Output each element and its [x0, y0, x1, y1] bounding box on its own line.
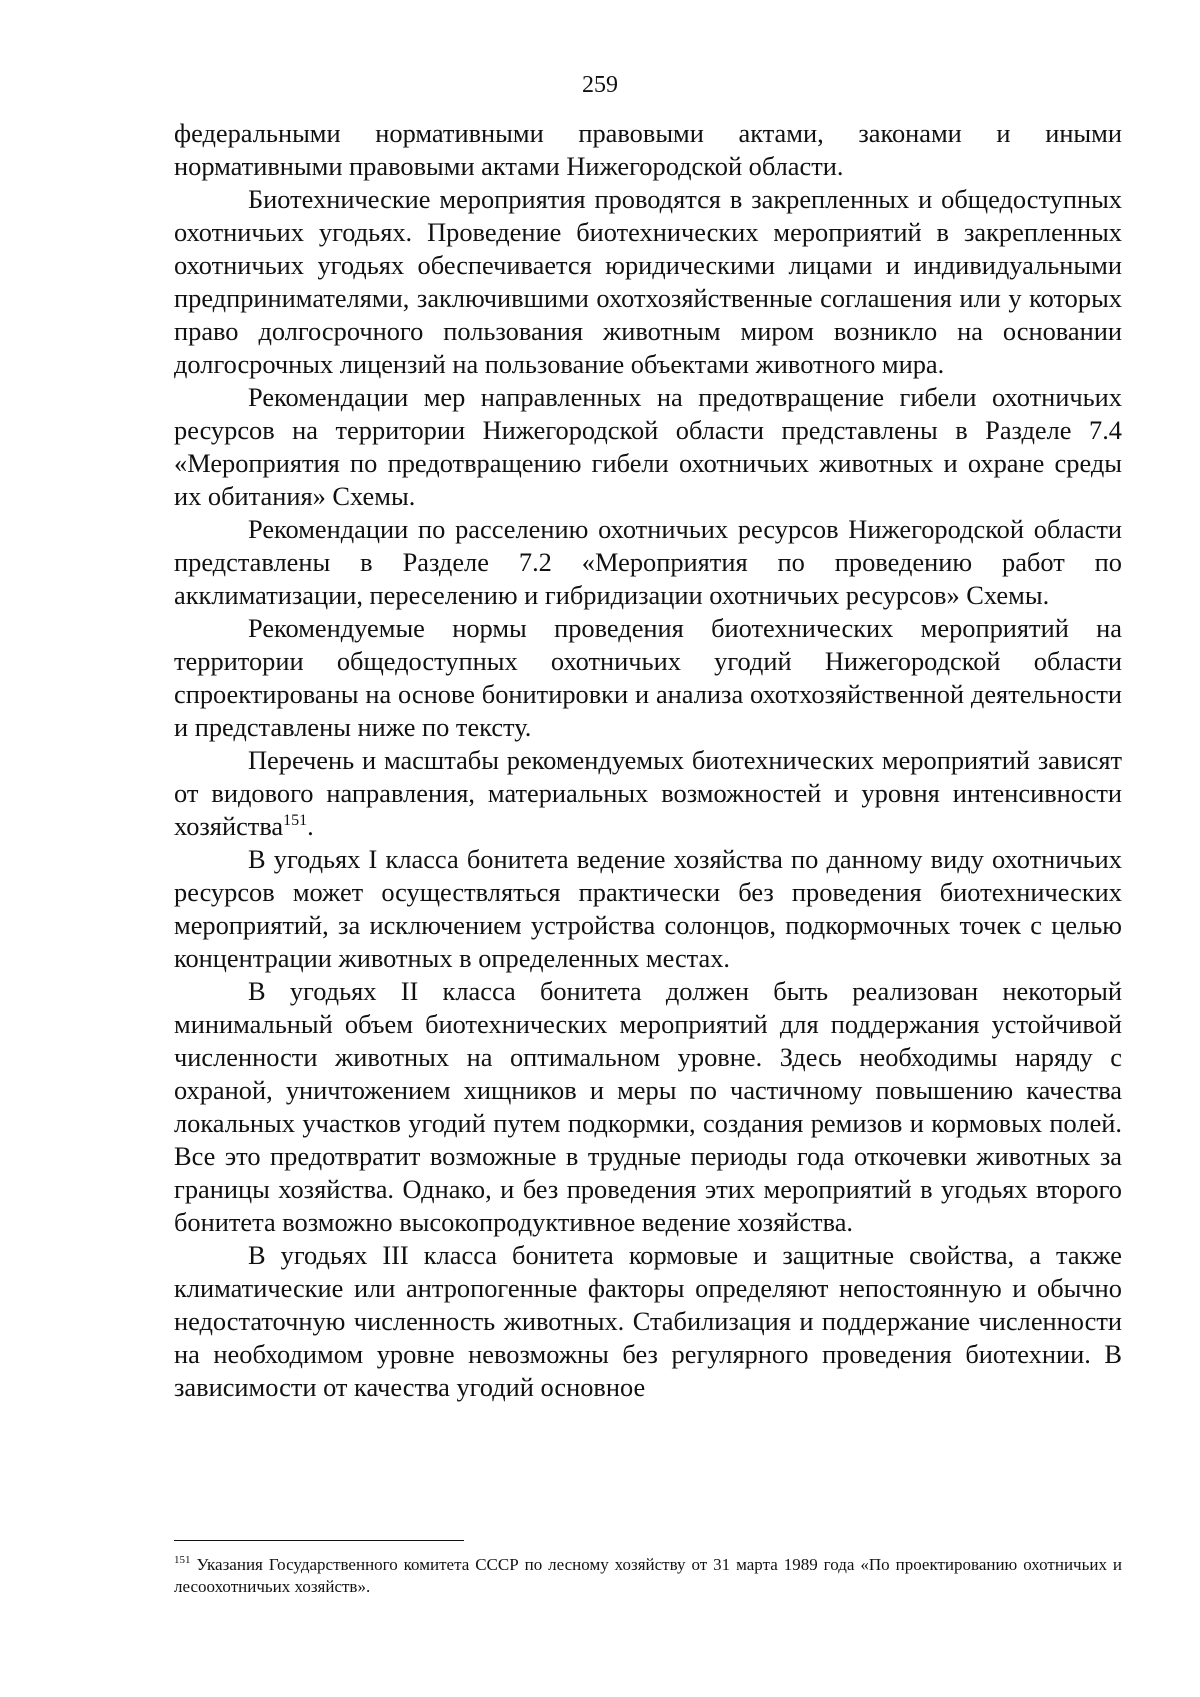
- paragraph-measures-scope-text: Перечень и масштабы рекомендуемых биотехнических мероприятий зависят от видового направления, материальных возможностей и уровня интенсивности хозяйства: [174, 745, 1122, 841]
- paragraph-class-1: В угодьях I класса бонитета ведение хозяйства по данному виду охотничьих ресурсов может осуществляться практически без проведения биотехнических мероприятий, за исключением устройства солонцов, подкормочных точек с целью концентрации животных в определенных местах.: [174, 844, 1122, 973]
- paragraph-recommended-norms: Рекомендуемые нормы проведения биотехнических мероприятий на территории общедоступных охотничьих угодий Нижегородской области спроектированы на основе бонитировки и анализа охотхозяйственной деятельности и представлены ниже по тексту.: [174, 613, 1122, 742]
- paragraph-measures-scope: [174, 744, 1122, 843]
- footnote-text: Указания Государственного комитета СССР по лесному хозяйству от 31 марта 1989 года «По проектированию охотничьих и лесоохотничьих хозяйств».: [174, 1555, 1122, 1596]
- footnote-separator: [174, 1540, 464, 1541]
- footnote-reference-period: .: [307, 811, 314, 841]
- page-number: 259: [582, 72, 618, 98]
- paragraph-biotechnical-measures: Биотехнические мероприятия проводятся в закрепленных и общедоступных охотничьих угодьях. Проведение биотехнических мероприятий в закрепленных охотничьих угодьях обеспечивается юридическими лицами и индивидуальными предпринимателями, заключившими охотхозяйственные соглашения или у которых право долгосрочного пользования животным миром возникло на основании долгосрочных лицензий на пользование объектами животного мира.: [174, 184, 1122, 379]
- footnote-reference[interactable]: 151: [283, 812, 308, 830]
- paragraph-class-3: В угодьях III класса бонитета кормовые и защитные свойства, а также климатические или антропогенные факторы определяют непостоянную и обычно недостаточную численность животных. Стабилизация и поддержание численности на необходимом уровне невозможны без регулярного проведения биотехнии. В зависимости от качества угодий основное: [174, 1240, 1122, 1402]
- footnote: [174, 1554, 1122, 1598]
- body-text: [174, 117, 1122, 1404]
- footnote-mark: 151: [174, 1554, 191, 1567]
- paragraph-continuation: федеральными нормативными правовыми актами, законами и иными нормативными правовыми актами Нижегородской области.: [174, 118, 1122, 181]
- paragraph-class-2: В угодьях II класса бонитета должен быть реализован некоторый минимальный объем биотехнических мероприятий для поддержания устойчивой численности животных на оптимальном уровне. Здесь необходимы наряду с охраной, уничтожением хищников и меры по частичному повышению качества локальных участков угодий путем подкормки, создания ремизов и кормовых полей. Все это предотвратит возможные в трудные периоды года откочевки животных за границы хозяйства. Однако, и без проведения этих мероприятий в угодьях второго бонитета возможно высокопродуктивное ведение хозяйства.: [174, 976, 1122, 1237]
- paragraph-prevention-recommendations: Рекомендации мер направленных на предотвращение гибели охотничьих ресурсов на территории Нижегородской области представлены в Разделе 7.4 «Мероприятия по предотвращению гибели охотничьих животных и охране среды их обитания» Схемы.: [174, 382, 1122, 511]
- paragraph-resettlement-recommendations: Рекомендации по расселению охотничьих ресурсов Нижегородской области представлены в Разделе 7.2 «Мероприятия по проведению работ по акклиматизации, переселению и гибридизации охотничьих ресурсов» Схемы.: [174, 514, 1122, 610]
